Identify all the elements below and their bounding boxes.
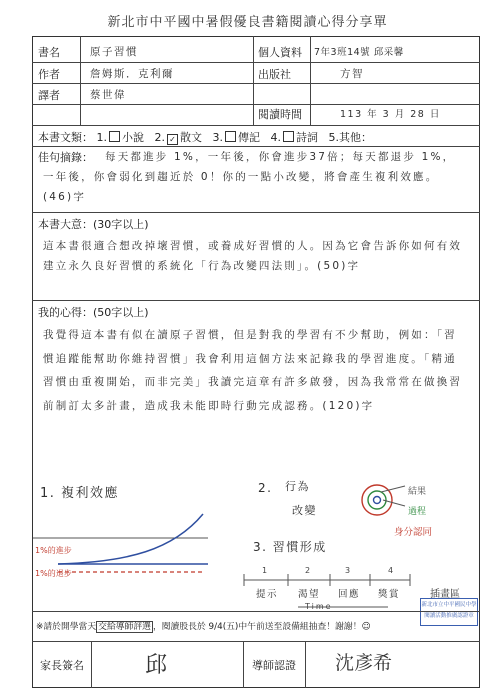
genre-option-1-num: 1. xyxy=(96,131,107,144)
section-rule xyxy=(32,611,480,612)
signature-divider xyxy=(243,641,244,688)
publisher-label: 出版社 xyxy=(258,68,291,81)
timeline-tick-3: 3 xyxy=(345,566,351,575)
genre-checkbox-essay[interactable]: ✓ xyxy=(167,134,178,145)
section-rule xyxy=(32,641,480,642)
table-rule xyxy=(32,83,480,84)
reflection-text: 我覺得這本書有似在讀原子習慣，但是對我的學習有不少幫助，例如：「習慣追蹤能幫助你維持習慣」我會利用這個方法來記錄我的學習進度。「精通習慣由重複開始，而非完美」我讀完這章有許多啟發，因為我常常在做換習前制訂太多計畫，造成我未能即時行動完成認務。(120)字 xyxy=(43,329,463,412)
translator-label: 譯者 xyxy=(38,89,60,102)
genre-option-novel: 小說 xyxy=(122,131,144,144)
timeline-tick-2: 2 xyxy=(305,566,311,575)
genre-option-4-num: 4. xyxy=(270,131,281,144)
notice-suffix: ，閱讀股長於 9/4(五)中午前送至設備組抽查！謝謝！ xyxy=(152,622,362,632)
genre-checkbox-biography[interactable] xyxy=(225,131,236,142)
circle-label-process: 過程 xyxy=(408,507,427,517)
step-reward: 獎賞 xyxy=(378,589,401,600)
step-response: 回應 xyxy=(338,589,361,600)
teacher-signature: 沈彥希 xyxy=(335,652,393,674)
genre-option-essay: 散文 xyxy=(180,131,202,144)
table-divider xyxy=(253,36,254,125)
signature-divider xyxy=(305,641,306,688)
personal-value: 7年3班14號 邱采馨 xyxy=(314,47,404,58)
genre-option-3-num: 3. xyxy=(212,131,223,144)
genre-option-poetry: 詩詞 xyxy=(296,131,318,144)
circle-label-identity: 身分認同 xyxy=(394,527,433,538)
time-axis-label: Time xyxy=(305,602,333,611)
author-value: 詹姆斯．克利爾 xyxy=(90,68,174,80)
excerpt-text: 每天都進步 1%，一年後，你會進步37倍；每天都退步 1%，一年後，你會弱化到趨近於 0！你的一點小改變，將會產生複利效應。(46)字 xyxy=(43,151,456,203)
label-one-percent-up: 1%的進步 xyxy=(35,546,72,555)
author-label: 作者 xyxy=(38,68,60,81)
section-rule xyxy=(32,212,480,213)
circle-label-result: 結果 xyxy=(408,487,427,497)
timeline-tick-1: 1 xyxy=(262,566,268,575)
parent-signature: 邱 xyxy=(145,653,168,678)
table-rule xyxy=(32,62,480,63)
drawing-section-habit: 3. 習慣形成 xyxy=(253,540,327,554)
notice-prefix: ※請於開學當天 xyxy=(36,622,97,632)
genre-option-other: 5.其他： xyxy=(328,131,372,144)
drawing-section-behavior-num: 2. xyxy=(258,481,273,495)
certification-stamp xyxy=(420,598,478,626)
identity-circles-diagram xyxy=(355,478,415,528)
smile-icon: ☺ xyxy=(361,622,371,632)
stamp-line-1: 新北市立中平國民中學 xyxy=(421,602,477,608)
behavior-text-1: 行為 xyxy=(285,480,310,493)
genre-row xyxy=(38,129,372,145)
timeline-tick-4: 4 xyxy=(388,566,394,575)
stamp-line-2: 閱讀活動推廣認證章 xyxy=(424,613,474,619)
table-divider xyxy=(310,36,311,125)
genre-checkbox-novel[interactable] xyxy=(109,131,120,142)
drawing-section-compound: 1. 複利效應 xyxy=(40,486,120,501)
table-rule xyxy=(32,104,480,105)
step-craving: 渴望 xyxy=(298,589,321,600)
book-title-value: 原子習慣 xyxy=(90,46,138,58)
genre-option-2-num: 2. xyxy=(154,131,165,144)
publisher-value: 方智 xyxy=(340,68,364,80)
growth-curve xyxy=(58,514,203,564)
summary-label: 本書大意：(30字以上) xyxy=(38,218,149,231)
read-time-label: 閱讀時間 xyxy=(258,108,302,121)
table-divider xyxy=(80,36,81,125)
form-title: 新北市中平國中暑假優良書籍閱讀心得分享單 xyxy=(107,15,388,30)
notice-boxed: 交給導師評選 xyxy=(98,622,151,632)
read-time-value: 113 年 3 月 28 日 xyxy=(340,109,441,120)
behavior-text-2: 改變 xyxy=(292,504,317,517)
summary-text: 這本書很適合想改掉壞習慣，或養成好習慣的人。因為它會告訴你如何有效建立永久良好習慣的系統化「行為改變四法則」。(50)字 xyxy=(43,240,463,272)
genre-option-biography: 傳記 xyxy=(238,131,260,144)
step-cue: 提示 xyxy=(256,589,279,600)
teacher-signature-label: 導師認證 xyxy=(252,659,296,672)
inner-circle xyxy=(374,497,381,504)
genre-label: 本書文類： xyxy=(38,131,93,144)
excerpt-label: 佳句摘錄： xyxy=(38,151,93,164)
outer-circle xyxy=(362,485,392,515)
signature-divider xyxy=(91,641,92,688)
submission-notice xyxy=(36,619,371,632)
middle-pointer xyxy=(383,500,405,506)
translator-value: 蔡世偉 xyxy=(90,89,126,101)
table-rule xyxy=(32,125,480,126)
parent-signature-label: 家長簽名 xyxy=(40,659,84,672)
reflection-label: 我的心得：(50字以上) xyxy=(38,306,149,319)
book-title-label: 書名 xyxy=(38,46,60,59)
illustration-area-label: 插畫區 xyxy=(430,589,460,600)
genre-checkbox-poetry[interactable] xyxy=(283,131,294,142)
personal-label: 個人資料 xyxy=(258,46,302,59)
section-rule xyxy=(32,300,480,301)
label-one-percent-down: 1%的退步 xyxy=(35,569,72,578)
